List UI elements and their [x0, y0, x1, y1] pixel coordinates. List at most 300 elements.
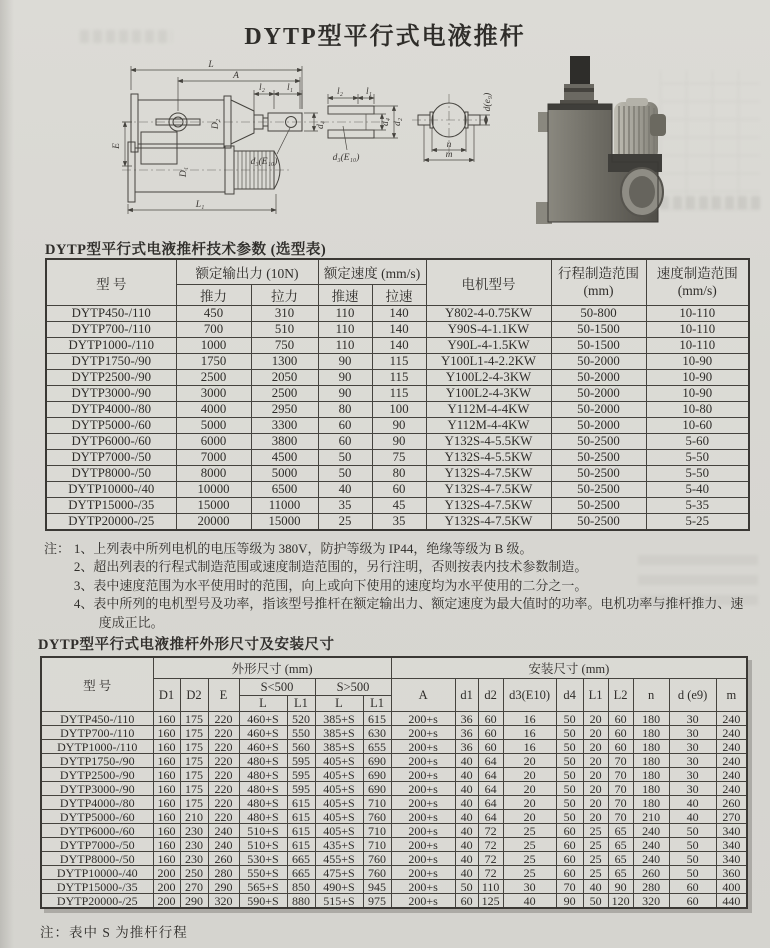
value-cell: 50-2500: [551, 498, 646, 514]
value-cell: 320: [633, 894, 669, 909]
value-cell: 220: [208, 726, 239, 740]
value-cell: 240: [716, 782, 747, 796]
value-cell: 40: [583, 880, 608, 894]
value-cell: 70: [608, 810, 633, 824]
dim-label-m: m: [445, 150, 453, 160]
value-cell: 50-2500: [551, 450, 646, 466]
value-cell: 60: [318, 434, 372, 450]
section-view: [320, 87, 403, 163]
value-cell: 200+s: [391, 726, 455, 740]
value-cell: 615: [287, 838, 315, 852]
value-cell: 975: [363, 894, 391, 909]
value-cell: 115: [372, 354, 426, 370]
model-cell: DYTP7000-/50: [41, 838, 153, 852]
value-cell: 30: [669, 712, 716, 726]
value-cell: 175: [180, 712, 208, 726]
column-header-L1: L1: [287, 696, 315, 712]
table-row: [41, 852, 747, 866]
value-cell: 50-1500: [551, 322, 646, 338]
value-cell: 180: [633, 754, 669, 768]
value-cell: 2500: [251, 386, 318, 402]
value-cell: 70: [608, 754, 633, 768]
value-cell: 20: [503, 782, 556, 796]
value-cell: 50: [669, 866, 716, 880]
table-row: [41, 740, 747, 754]
value-cell: 70: [608, 782, 633, 796]
value-cell: 50-2000: [551, 370, 646, 386]
value-cell: 180: [633, 726, 669, 740]
column-header-motor: 电机型号: [426, 259, 551, 306]
spec-selection-table: [45, 258, 750, 531]
notes-label: 注：: [44, 541, 71, 556]
value-cell: 385+S: [315, 712, 363, 726]
table-row: [41, 810, 747, 824]
value-cell: 2500: [176, 370, 251, 386]
value-cell: 90: [318, 386, 372, 402]
value-cell: 510: [251, 322, 318, 338]
value-cell: 80: [372, 466, 426, 482]
value-cell: 710: [363, 824, 391, 838]
value-cell: 90: [318, 354, 372, 370]
value-cell: 50-2000: [551, 386, 646, 402]
value-cell: 64: [478, 768, 503, 782]
dim-label-l1: l₁: [366, 87, 372, 97]
table-row: [41, 712, 747, 726]
value-cell: 160: [153, 782, 180, 796]
dim-label-l2: l₂: [337, 87, 343, 97]
value-cell: 100: [372, 402, 426, 418]
value-cell: 40: [318, 482, 372, 498]
model-cell: DYTP4000-/80: [46, 402, 176, 418]
column-header-d2: d2: [478, 679, 503, 712]
dim-label-d4: d₄: [381, 117, 391, 127]
value-cell: 160: [153, 768, 180, 782]
value-cell: 435+S: [315, 838, 363, 852]
value-cell: 60: [608, 726, 633, 740]
model-cell: DYTP7000-/50: [46, 450, 176, 466]
value-cell: 5-35: [646, 498, 749, 514]
value-cell: 50-2500: [551, 434, 646, 450]
value-cell: 615: [363, 712, 391, 726]
value-cell: 140: [372, 338, 426, 354]
column-header-rated-force: 额定输出力 (10N): [176, 259, 318, 285]
column-header-d1: d1: [455, 679, 478, 712]
value-cell: 60: [669, 880, 716, 894]
value-cell: 30: [503, 880, 556, 894]
value-cell: 50: [318, 466, 372, 482]
value-cell: 760: [363, 866, 391, 880]
value-cell: 260: [208, 852, 239, 866]
piston-rod: [570, 56, 590, 88]
value-cell: 230: [180, 852, 208, 866]
value-cell: 400: [716, 880, 747, 894]
model-cell: DYTP700-/110: [46, 322, 176, 338]
group-header-outline: 外形尺寸 (mm): [153, 657, 391, 679]
value-cell: 240: [716, 754, 747, 768]
value-cell: 50: [556, 740, 583, 754]
value-cell: 4500: [251, 450, 318, 466]
value-cell: 10-90: [646, 370, 749, 386]
value-cell: 36: [455, 712, 478, 726]
value-cell: 50: [583, 894, 608, 909]
value-cell: 30: [669, 782, 716, 796]
table-row: [46, 434, 749, 450]
model-cell: DYTP1750-/90: [46, 354, 176, 370]
value-cell: 20: [583, 754, 608, 768]
value-cell: 64: [478, 754, 503, 768]
value-cell: 25: [583, 866, 608, 880]
product-photo: [530, 54, 670, 236]
value-cell: 455+S: [315, 852, 363, 866]
column-header-rated-speed: 额定速度 (mm/s): [318, 259, 426, 285]
value-cell: 40: [455, 796, 478, 810]
dim-label-d3: d₃(E₁₀): [250, 157, 278, 167]
table-row: [41, 824, 747, 838]
value-cell: 50: [556, 796, 583, 810]
value-cell: 5-25: [646, 514, 749, 531]
dim-label-D1: D₁: [179, 166, 189, 178]
value-cell: 115: [372, 370, 426, 386]
value-cell: 200: [153, 894, 180, 909]
value-cell: 10000: [176, 482, 251, 498]
table-row: [46, 370, 749, 386]
value-cell: 2050: [251, 370, 318, 386]
value-cell: 40: [455, 782, 478, 796]
value-cell: 945: [363, 880, 391, 894]
value-cell: 40: [455, 852, 478, 866]
value-cell: 50-2500: [551, 514, 646, 531]
table-row: [41, 866, 747, 880]
value-cell: 160: [153, 796, 180, 810]
column-header-speed-range: 速度制造范围 (mm/s): [646, 259, 749, 306]
value-cell: 850: [287, 880, 315, 894]
model-cell: DYTP5000-/60: [46, 418, 176, 434]
value-cell: Y112M-4-4KW: [426, 402, 551, 418]
dim-label-l1: l₁: [287, 83, 293, 93]
value-cell: 220: [208, 740, 239, 754]
value-cell: 20: [583, 810, 608, 824]
value-cell: 20: [503, 754, 556, 768]
value-cell: 60: [318, 418, 372, 434]
value-cell: 175: [180, 740, 208, 754]
value-cell: 200+s: [391, 824, 455, 838]
notes-section: [44, 540, 748, 632]
value-cell: 690: [363, 782, 391, 796]
value-cell: 16: [503, 726, 556, 740]
note-item: 2、超出列表的行程式制造范围或速度制造范围的，另行注明，否则按表内技术参数制造。: [73, 559, 588, 575]
value-cell: 80: [318, 402, 372, 418]
value-cell: 7000: [176, 450, 251, 466]
value-cell: Y112M-4-4KW: [426, 418, 551, 434]
value-cell: 4000: [176, 402, 251, 418]
value-cell: 175: [180, 726, 208, 740]
value-cell: 20: [583, 740, 608, 754]
column-header-pull-speed: 拉速: [372, 285, 426, 306]
value-cell: 280: [208, 866, 239, 880]
table-row: [41, 768, 747, 782]
value-cell: 125: [478, 894, 503, 909]
value-cell: 690: [363, 768, 391, 782]
value-cell: 90: [372, 418, 426, 434]
value-cell: 565+S: [239, 880, 287, 894]
value-cell: 30: [669, 726, 716, 740]
value-cell: 550: [287, 726, 315, 740]
value-cell: 20: [503, 796, 556, 810]
dim-label-E: E: [112, 143, 122, 149]
value-cell: 60: [608, 740, 633, 754]
value-cell: 240: [716, 740, 747, 754]
value-cell: 50: [556, 810, 583, 824]
table2-caption: DYTP型平行式电液推杆外形尺寸及安装尺寸: [38, 637, 335, 653]
value-cell: 30: [669, 768, 716, 782]
model-cell: DYTP8000-/50: [41, 852, 153, 866]
dim-label-n: n: [446, 140, 452, 150]
value-cell: 50-1500: [551, 338, 646, 354]
value-cell: 90: [318, 370, 372, 386]
dim-label-d3: d₃(E₁₀): [332, 153, 360, 163]
model-cell: DYTP20000-/25: [41, 894, 153, 909]
value-cell: 50: [556, 782, 583, 796]
value-cell: 200+s: [391, 894, 455, 909]
value-cell: 60: [669, 894, 716, 909]
model-cell: DYTP6000-/60: [41, 824, 153, 838]
value-cell: 5-50: [646, 450, 749, 466]
table-row: [46, 482, 749, 498]
value-cell: 64: [478, 810, 503, 824]
trunnion-view: [412, 93, 493, 162]
table-row: [46, 514, 749, 531]
value-cell: 15000: [176, 498, 251, 514]
value-cell: 10-90: [646, 354, 749, 370]
value-cell: Y132S-4-7.5KW: [426, 498, 551, 514]
value-cell: 200: [153, 866, 180, 880]
group-header-install: 安装尺寸 (mm): [391, 657, 747, 679]
value-cell: 30: [669, 740, 716, 754]
value-cell: 20: [583, 768, 608, 782]
value-cell: 50-800: [551, 306, 646, 322]
model-cell: DYTP8000-/50: [46, 466, 176, 482]
value-cell: 180: [633, 768, 669, 782]
model-cell: DYTP1000-/110: [46, 338, 176, 354]
value-cell: 3300: [251, 418, 318, 434]
value-cell: 25: [318, 514, 372, 531]
value-cell: 36: [455, 740, 478, 754]
column-header-pull-force: 拉力: [251, 285, 318, 306]
value-cell: 200+s: [391, 810, 455, 824]
value-cell: 50: [556, 768, 583, 782]
value-cell: 70: [608, 796, 633, 810]
value-cell: 50: [556, 726, 583, 740]
column-header-stroke-range: 行程制造范围 (mm): [551, 259, 646, 306]
value-cell: 200+s: [391, 880, 455, 894]
value-cell: 175: [180, 782, 208, 796]
value-cell: 180: [633, 740, 669, 754]
value-cell: 8000: [176, 466, 251, 482]
column-header-D1: D1: [153, 679, 180, 712]
value-cell: 475+S: [315, 866, 363, 880]
value-cell: 110: [318, 338, 372, 354]
column-header-m: m: [716, 679, 747, 712]
rod-collar: [564, 84, 594, 102]
column-header-E: E: [208, 679, 239, 712]
model-cell: DYTP700-/110: [41, 726, 153, 740]
table-row: [46, 466, 749, 482]
value-cell: 20: [503, 810, 556, 824]
model-cell: DYTP15000-/35: [41, 880, 153, 894]
value-cell: 110: [318, 306, 372, 322]
value-cell: 200+s: [391, 866, 455, 880]
value-cell: 405+S: [315, 782, 363, 796]
value-cell: 60: [478, 712, 503, 726]
table-row: [41, 894, 747, 909]
value-cell: 200+s: [391, 740, 455, 754]
value-cell: 72: [478, 838, 503, 852]
table-row: [41, 782, 747, 796]
value-cell: 35: [372, 514, 426, 531]
table-row: [46, 354, 749, 370]
value-cell: 450: [176, 306, 251, 322]
value-cell: 140: [372, 322, 426, 338]
scan-edge-shadow: [0, 0, 14, 948]
value-cell: 710: [363, 796, 391, 810]
value-cell: 5000: [176, 418, 251, 434]
model-cell: DYTP4000-/80: [41, 796, 153, 810]
table-row: [41, 796, 747, 810]
value-cell: 2950: [251, 402, 318, 418]
value-cell: Y132S-4-7.5KW: [426, 482, 551, 498]
model-cell: DYTP15000-/35: [46, 498, 176, 514]
value-cell: 200+s: [391, 838, 455, 852]
value-cell: 10-90: [646, 386, 749, 402]
value-cell: Y100L1-4-2.2KW: [426, 354, 551, 370]
note-item: 3、表中速度范围为水平使用时的范围，向上或向下使用的速度均为水平使用的二分之一。: [73, 577, 588, 593]
value-cell: 595: [287, 754, 315, 768]
value-cell: 72: [478, 852, 503, 866]
value-cell: 40: [669, 796, 716, 810]
model-cell: DYTP5000-/60: [41, 810, 153, 824]
value-cell: 230: [180, 838, 208, 852]
value-cell: 490+S: [315, 880, 363, 894]
value-cell: 240: [633, 852, 669, 866]
value-cell: 3800: [251, 434, 318, 450]
value-cell: 270: [716, 810, 747, 824]
value-cell: 50: [556, 712, 583, 726]
value-cell: 515+S: [315, 894, 363, 909]
value-cell: 50: [318, 450, 372, 466]
value-cell: 140: [372, 306, 426, 322]
group-header-s-lt-500: S<500: [239, 679, 315, 696]
value-cell: 460+S: [239, 712, 287, 726]
table-row: [46, 306, 749, 322]
value-cell: 65: [608, 852, 633, 866]
value-cell: 115: [372, 386, 426, 402]
value-cell: 25: [503, 838, 556, 852]
value-cell: 20: [503, 768, 556, 782]
dim-label-d2: d₂: [393, 117, 403, 127]
value-cell: 10-110: [646, 338, 749, 354]
page-title: DYTP型平行式电液推杆: [244, 24, 526, 50]
value-cell: 200+s: [391, 852, 455, 866]
value-cell: 160: [153, 712, 180, 726]
value-cell: 655: [363, 740, 391, 754]
value-cell: 270: [180, 880, 208, 894]
model-cell: DYTP1000-/110: [41, 740, 153, 754]
column-header-d-e9: d (e9): [669, 679, 716, 712]
value-cell: 25: [503, 852, 556, 866]
value-cell: 460+S: [239, 740, 287, 754]
value-cell: 50: [669, 838, 716, 852]
value-cell: 72: [478, 866, 503, 880]
value-cell: 50-2500: [551, 466, 646, 482]
table2-footnote: 注：表中 S 为推杆行程: [40, 925, 188, 940]
dim-label-D2: D₂: [211, 118, 221, 130]
value-cell: 760: [363, 852, 391, 866]
value-cell: 60: [478, 726, 503, 740]
model-cell: DYTP2500-/90: [46, 370, 176, 386]
dimension-table: [40, 656, 748, 909]
value-cell: 5-60: [646, 434, 749, 450]
column-header-model: 型 号: [46, 259, 176, 306]
value-cell: 10-110: [646, 306, 749, 322]
value-cell: 60: [556, 866, 583, 880]
value-cell: 405+S: [315, 810, 363, 824]
dim-label-L: L: [208, 60, 214, 70]
value-cell: 615: [287, 810, 315, 824]
table-row: [46, 338, 749, 354]
value-cell: 25: [503, 824, 556, 838]
value-cell: 595: [287, 768, 315, 782]
value-cell: 120: [608, 894, 633, 909]
model-cell: DYTP10000-/40: [46, 482, 176, 498]
value-cell: 25: [583, 824, 608, 838]
value-cell: 50-2500: [551, 482, 646, 498]
value-cell: 50-2000: [551, 354, 646, 370]
value-cell: 160: [153, 852, 180, 866]
value-cell: 220: [208, 810, 239, 824]
value-cell: 180: [633, 782, 669, 796]
value-cell: 160: [153, 754, 180, 768]
value-cell: 220: [208, 754, 239, 768]
value-cell: 240: [208, 824, 239, 838]
column-header-model: 型 号: [41, 657, 153, 712]
value-cell: 50: [455, 880, 478, 894]
value-cell: 240: [716, 712, 747, 726]
model-cell: DYTP450-/110: [41, 712, 153, 726]
value-cell: 5-50: [646, 466, 749, 482]
value-cell: 40: [455, 824, 478, 838]
value-cell: 240: [716, 726, 747, 740]
column-header-d3: d3(E10): [503, 679, 556, 712]
value-cell: 175: [180, 754, 208, 768]
value-cell: 405+S: [315, 796, 363, 810]
value-cell: 360: [716, 866, 747, 880]
model-cell: DYTP6000-/60: [46, 434, 176, 450]
value-cell: 5-40: [646, 482, 749, 498]
value-cell: 200+s: [391, 782, 455, 796]
value-cell: 40: [455, 810, 478, 824]
column-header-push-force: 推力: [176, 285, 251, 306]
value-cell: 405+S: [315, 824, 363, 838]
value-cell: 16: [503, 740, 556, 754]
dimension-drawing: [28, 54, 528, 236]
value-cell: 160: [153, 726, 180, 740]
value-cell: 60: [556, 824, 583, 838]
value-cell: 405+S: [315, 754, 363, 768]
value-cell: 460+S: [239, 726, 287, 740]
dim-label-L1: L₁: [195, 200, 205, 210]
value-cell: 510+S: [239, 838, 287, 852]
value-cell: 5000: [251, 466, 318, 482]
